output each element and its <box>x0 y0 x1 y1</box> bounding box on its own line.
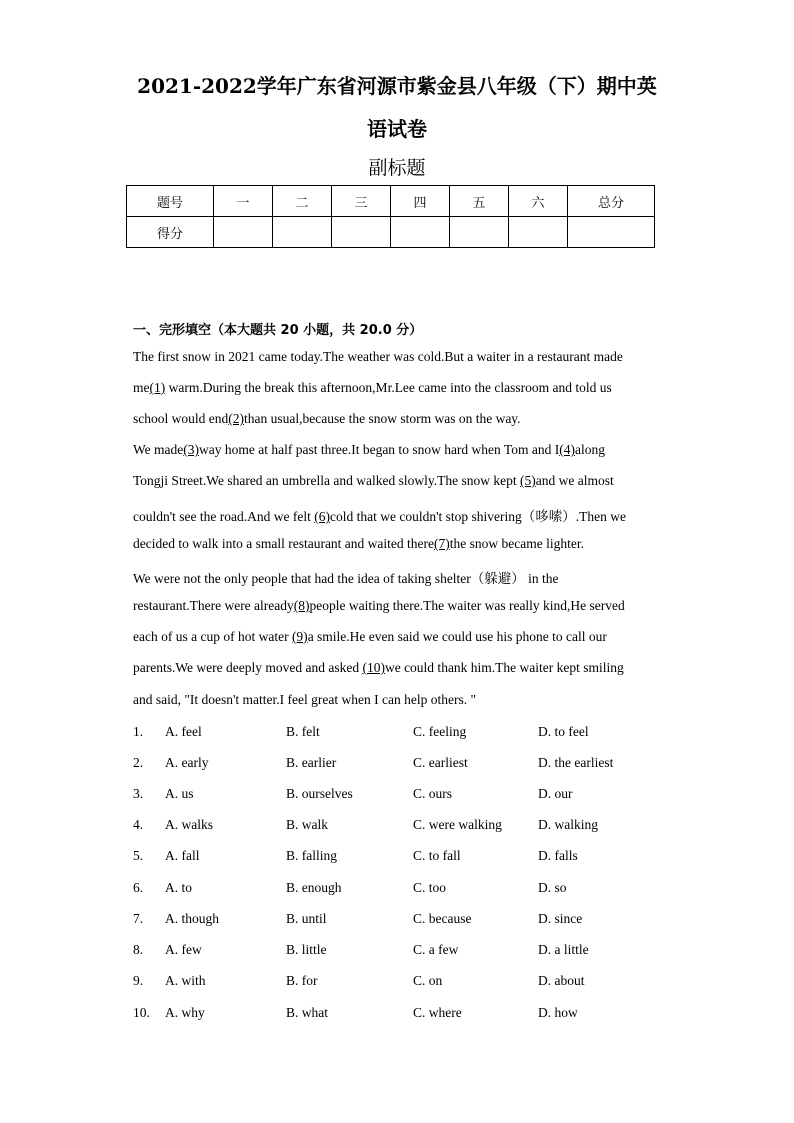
option-c: C. too <box>413 880 447 895</box>
score-cell <box>509 217 568 248</box>
option-a: A. us <box>165 786 194 801</box>
score-table-header-row <box>127 186 655 217</box>
option-b: B. little <box>286 942 327 957</box>
option-c: C. because <box>413 911 472 926</box>
option-d: D. to feel <box>538 724 589 739</box>
option-d: D. falls <box>538 848 578 863</box>
score-cell <box>214 217 273 248</box>
passage-line: The first snow in 2021 came today.The weather was cold.But a waiter in a restaurant made <box>133 349 623 364</box>
question-number: 3. <box>133 786 144 801</box>
question-row <box>133 786 653 806</box>
question-number: 1. <box>133 724 144 739</box>
score-header-cell: 二 <box>273 186 332 217</box>
blank-marker: (8) <box>293 598 310 613</box>
question-number: 2. <box>133 755 144 770</box>
passage-line: We made(3)way home at half past three.It began to snow hard when Tom and I(4)along <box>133 442 605 457</box>
question-row <box>133 973 653 993</box>
score-header-cell: 一 <box>214 186 273 217</box>
question-row <box>133 942 653 962</box>
option-d: D. so <box>538 880 567 895</box>
score-header-cell: 四 <box>391 186 450 217</box>
passage-line: couldn't see the road.And we felt (6)cold that we couldn't stop shivering（哆嗦）.Then we <box>133 509 627 524</box>
passage-line: Tongji Street.We shared an umbrella and walked slowly.The snow kept (5)and we almost <box>133 473 614 488</box>
option-a: A. with <box>165 973 206 988</box>
option-b: B. ourselves <box>286 786 353 801</box>
question-row <box>133 817 653 837</box>
question-number: 6. <box>133 880 144 895</box>
passage-line: decided to walk into a small restaurant and waited there(7)the snow became lighter. <box>133 536 584 551</box>
option-c: C. ours <box>413 786 453 801</box>
section-heading: 一、完形填空（本大题共 20 小题，共 20.0 分） <box>133 323 423 338</box>
option-c: C. to fall <box>413 848 461 863</box>
option-c: C. on <box>413 973 443 988</box>
option-b: B. walk <box>286 817 328 832</box>
exam-title-line-1: 2021-2022学年广东省河源市紫金县八年级（下）期中英 <box>137 74 657 98</box>
question-number: 10. <box>133 1005 150 1020</box>
score-header-cell: 题号 <box>127 186 214 217</box>
score-cell <box>568 217 655 248</box>
blank-marker: (3) <box>183 442 200 457</box>
score-table-score-row <box>127 217 655 248</box>
option-a: A. fall <box>165 848 200 863</box>
option-d: D. a little <box>538 942 589 957</box>
score-cell <box>273 217 332 248</box>
question-number: 8. <box>133 942 144 957</box>
option-a: A. feel <box>165 724 202 739</box>
option-d: D. about <box>538 973 585 988</box>
question-row <box>133 911 653 931</box>
blank-marker: (7) <box>434 536 450 551</box>
option-b: B. what <box>286 1005 328 1020</box>
exam-title-line-2: 语试卷 <box>367 117 427 141</box>
score-table <box>126 185 655 248</box>
blank-marker: (6) <box>314 509 330 524</box>
passage-line: school would end(2)than usual,because the snow storm was on the way. <box>133 411 521 426</box>
option-a: A. early <box>165 755 209 770</box>
exam-subtitle: 副标题 <box>368 157 426 179</box>
score-cell <box>450 217 509 248</box>
option-d: D. walking <box>538 817 598 832</box>
blank-marker: (4) <box>559 442 575 457</box>
score-header-cell: 总分 <box>568 186 655 217</box>
option-b: B. for <box>286 973 318 988</box>
score-header-cell: 五 <box>450 186 509 217</box>
score-row-label: 得分 <box>127 217 214 248</box>
question-number: 4. <box>133 817 144 832</box>
question-number: 5. <box>133 848 144 863</box>
option-c: C. were walking <box>413 817 502 832</box>
question-row <box>133 755 653 775</box>
passage-line: parents.We were deeply moved and asked (10)we could thank him.The waiter kept smiling <box>133 660 624 675</box>
option-a: A. why <box>165 1005 205 1020</box>
option-a: A. walks <box>165 817 213 832</box>
score-header-cell: 三 <box>332 186 391 217</box>
blank-marker: (10) <box>362 660 385 675</box>
passage-line: each of us a cup of hot water (9)a smile.He even said we could use his phone to call our <box>133 629 607 644</box>
option-a: A. few <box>165 942 202 957</box>
question-number: 7. <box>133 911 144 926</box>
score-cell <box>391 217 450 248</box>
option-d: D. how <box>538 1005 578 1020</box>
question-row <box>133 724 653 744</box>
question-row <box>133 848 653 868</box>
blank-marker: (9) <box>291 629 308 644</box>
blank-marker: (5) <box>520 473 536 488</box>
passage-line: and said, "It doesn't matter.I feel great when I can help others. " <box>133 692 476 707</box>
blank-marker: (1) <box>149 380 166 395</box>
option-a: A. though <box>165 911 219 926</box>
option-c: C. earliest <box>413 755 468 770</box>
passage-line: me(1) warm.During the break this afternoon,Mr.Lee came into the classroom and told us <box>133 380 612 395</box>
option-a: A. to <box>165 880 192 895</box>
passage-line: restaurant.There were already(8)people waiting there.The waiter was really kind,He served <box>133 598 625 613</box>
option-c: C. where <box>413 1005 462 1020</box>
blank-marker: (2) <box>228 411 244 426</box>
option-b: B. earlier <box>286 755 337 770</box>
score-header-cell: 六 <box>509 186 568 217</box>
option-d: D. the earliest <box>538 755 614 770</box>
option-c: C. feeling <box>413 724 467 739</box>
option-c: C. a few <box>413 942 459 957</box>
passage-line: We were not the only people that had the idea of taking shelter（躲避） in the <box>133 571 559 586</box>
option-b: B. enough <box>286 880 342 895</box>
score-cell <box>332 217 391 248</box>
option-d: D. since <box>538 911 583 926</box>
option-b: B. falling <box>286 848 337 863</box>
question-number: 9. <box>133 973 144 988</box>
option-b: B. until <box>286 911 327 926</box>
option-b: B. felt <box>286 724 320 739</box>
question-row <box>133 1005 653 1025</box>
option-d: D. our <box>538 786 573 801</box>
question-row <box>133 880 653 900</box>
